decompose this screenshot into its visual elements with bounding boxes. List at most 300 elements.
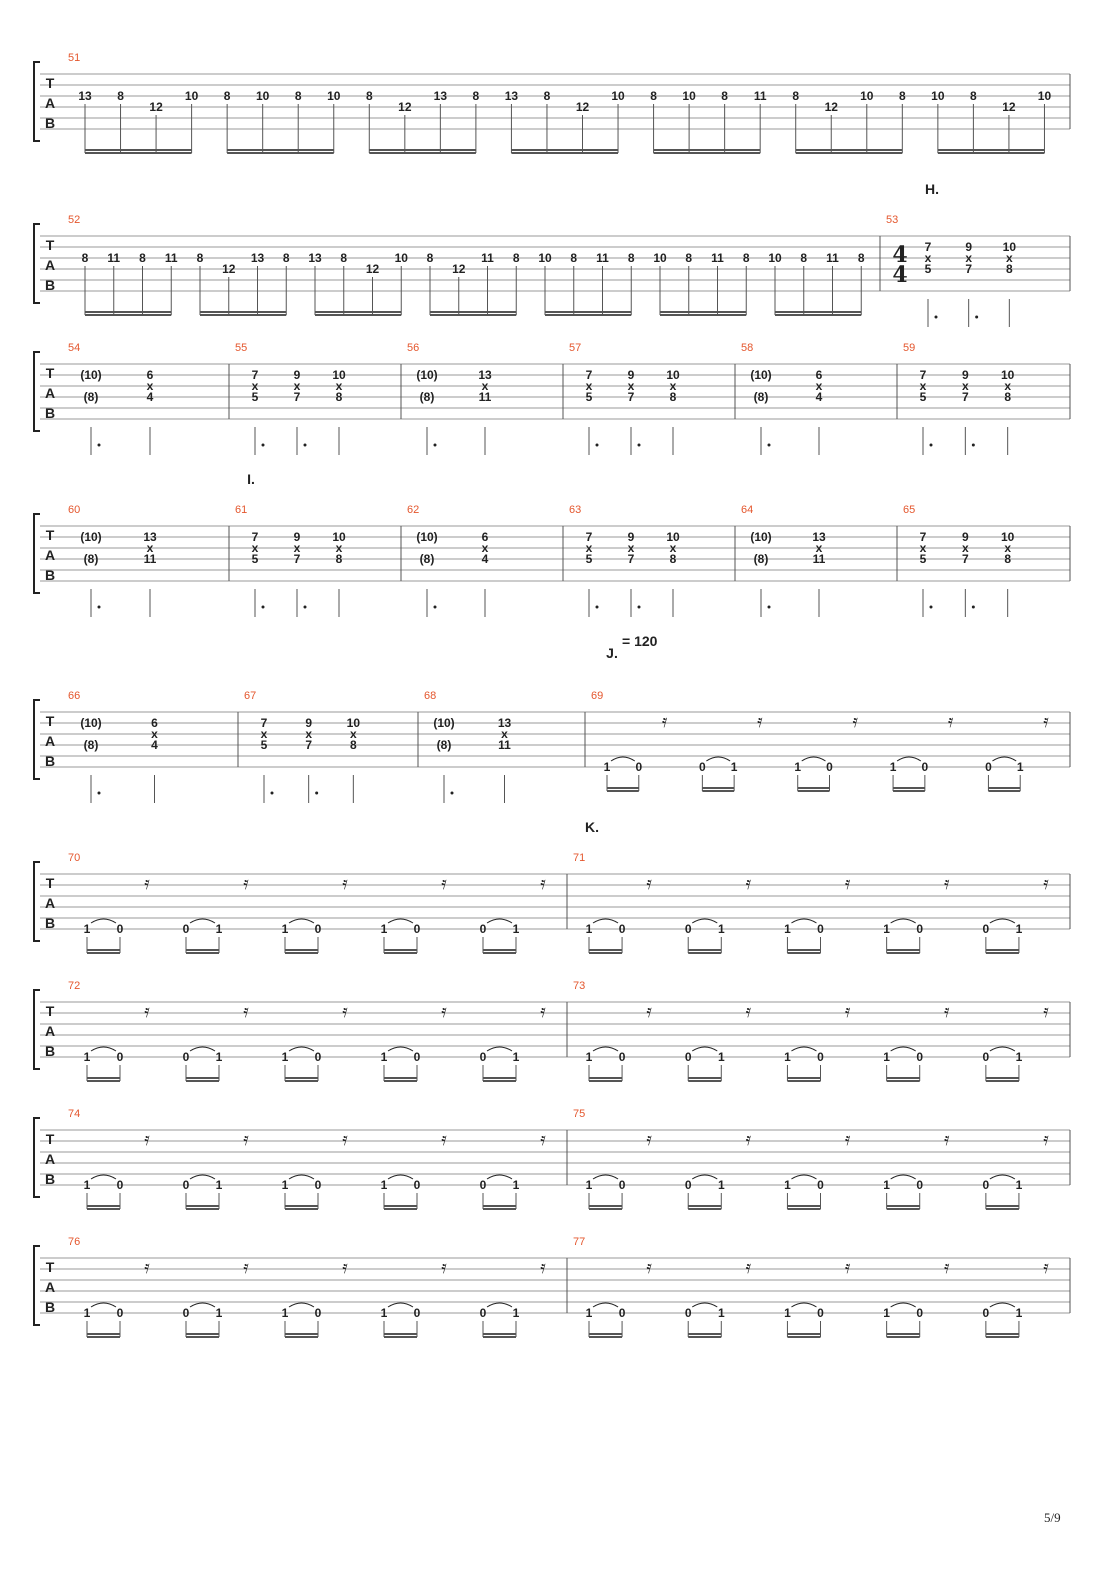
tie — [891, 1175, 916, 1179]
measure-number: 68 — [424, 690, 437, 702]
fret-number: 1 — [717, 922, 725, 936]
fret-number: (10) — [80, 530, 102, 544]
fret-number: 8 — [792, 89, 800, 103]
section-label: H. — [925, 181, 939, 197]
fret-number: 1 — [717, 1050, 725, 1064]
fret-number: 1 — [281, 1178, 289, 1192]
rest: 𝄿 — [540, 1129, 546, 1150]
rest: 𝄿 — [540, 873, 546, 894]
fret-number: 0 — [684, 922, 692, 936]
rest: 𝄿 — [646, 1129, 652, 1150]
fret-number: (8) — [419, 552, 435, 566]
tab-clef-letter: A — [44, 733, 56, 749]
tie — [91, 919, 116, 923]
fret-number: 0 — [413, 922, 421, 936]
fret-number: 4 — [815, 390, 823, 404]
fret-number: 7 — [251, 368, 259, 382]
dead-note: x — [1004, 379, 1012, 393]
fret-number: 7 — [260, 716, 268, 730]
dead-note: x — [627, 541, 635, 555]
tie — [791, 1303, 816, 1307]
fret-number: 8 — [512, 251, 520, 265]
measure-number: 64 — [741, 504, 754, 516]
fret-number: 0 — [982, 922, 990, 936]
fret-number: 0 — [116, 1178, 124, 1192]
fret-number: 1 — [281, 1306, 289, 1320]
tempo-marking: = 120 — [622, 633, 658, 649]
dead-note: x — [501, 727, 508, 741]
fret-number: 7 — [919, 368, 927, 382]
fret-number: 0 — [618, 1306, 626, 1320]
dead-note: x — [919, 541, 927, 555]
tie — [706, 757, 730, 761]
tab-system — [34, 862, 1070, 953]
fret-number: 0 — [314, 922, 322, 936]
dead-note: x — [815, 541, 823, 555]
fret-number: (8) — [419, 390, 435, 404]
dead-note: x — [965, 251, 973, 265]
fret-number: 8 — [650, 89, 657, 103]
fret-number: 12 — [575, 100, 590, 114]
rest: 𝄿 — [944, 873, 950, 894]
rest: 𝄿 — [441, 873, 447, 894]
fret-number: 0 — [982, 1050, 990, 1064]
fret-number: 0 — [817, 1178, 824, 1192]
fret-number: 8 — [742, 251, 750, 265]
fret-number: 0 — [413, 1178, 421, 1192]
fret-number: 1 — [380, 1178, 388, 1192]
fret-number: (10) — [750, 530, 772, 544]
fret-number: 7 — [293, 390, 301, 404]
fret-number: 8 — [721, 89, 728, 103]
fret-number: 0 — [314, 1306, 322, 1320]
fret-number: 1 — [883, 922, 890, 936]
fret-number: 10 — [666, 530, 680, 544]
fret-number: 7 — [627, 552, 635, 566]
fret-number: 1 — [585, 1050, 593, 1064]
fret-number: 1 — [1015, 922, 1023, 936]
fret-number: 9 — [965, 240, 973, 254]
tab-clef-letter: B — [44, 753, 56, 769]
tab-clef-letter: A — [44, 547, 56, 563]
tie — [990, 1047, 1015, 1051]
tie — [289, 919, 314, 923]
rest: 𝄿 — [844, 1257, 851, 1278]
tie — [897, 757, 921, 761]
fret-number: 7 — [924, 240, 932, 254]
fret-number: 5 — [251, 390, 259, 404]
dead-note: x — [349, 727, 357, 741]
fret-number: 8 — [627, 251, 635, 265]
measure-number: 74 — [68, 1108, 81, 1120]
fret-number: 0 — [479, 922, 487, 936]
dead-note: x — [151, 727, 158, 741]
fret-number: 10 — [327, 89, 341, 103]
fret-number: 1 — [1015, 1050, 1023, 1064]
fret-number: 1 — [784, 1306, 791, 1320]
system-bracket — [34, 990, 40, 1069]
fret-number: 1 — [1015, 1306, 1023, 1320]
fret-number: 0 — [916, 1178, 924, 1192]
fret-number: 1 — [717, 1306, 725, 1320]
rest: 𝄿 — [243, 1129, 249, 1150]
fret-number: 0 — [182, 1178, 190, 1192]
fret-number: 0 — [982, 1306, 990, 1320]
fret-number: 1 — [83, 922, 91, 936]
fret-number: 4 — [146, 390, 154, 404]
rest: 𝄿 — [844, 1001, 851, 1022]
tab-clef-letter: A — [44, 385, 56, 401]
rest: 𝄿 — [540, 1001, 546, 1022]
dot — [451, 792, 454, 795]
fret-number: 9 — [627, 368, 635, 382]
fret-number: 0 — [479, 1306, 487, 1320]
tab-system — [34, 700, 1070, 803]
fret-number: 6 — [151, 716, 158, 730]
tie — [791, 919, 816, 923]
fret-number: 10 — [1002, 240, 1017, 254]
fret-number: 11 — [711, 251, 724, 265]
fret-number: 8 — [196, 251, 204, 265]
fret-number: (8) — [436, 738, 452, 752]
fret-number: 4 — [151, 738, 158, 752]
tie — [692, 1047, 717, 1051]
fret-number: 1 — [512, 1306, 520, 1320]
fret-number: 0 — [116, 1306, 124, 1320]
fret-number: 10 — [1037, 89, 1052, 103]
fret-number: 1 — [83, 1178, 91, 1192]
tie — [791, 1047, 816, 1051]
rest: 𝄿 — [441, 1129, 447, 1150]
fret-number: 0 — [618, 1178, 626, 1192]
rest: 𝄿 — [757, 711, 763, 732]
tab-clef-letter: T — [45, 527, 55, 543]
fret-number: (8) — [83, 738, 99, 752]
tab-clef-letter: T — [45, 875, 55, 891]
dot — [271, 792, 274, 795]
fret-number: 5 — [924, 262, 932, 276]
measure-number: 70 — [68, 852, 81, 864]
fret-number: 0 — [635, 760, 643, 774]
dead-note: x — [251, 541, 259, 555]
fret-number: 1 — [1016, 760, 1024, 774]
dead-note: x — [585, 541, 593, 555]
tie — [487, 1047, 512, 1051]
tie — [791, 1175, 816, 1179]
fret-number: 5 — [585, 390, 593, 404]
fret-number: 0 — [684, 1050, 692, 1064]
fret-number: 1 — [1015, 1178, 1023, 1192]
dot — [768, 444, 771, 447]
fret-number: 12 — [365, 262, 380, 276]
fret-number: 0 — [916, 922, 924, 936]
dead-note: x — [335, 541, 343, 555]
fret-number: 1 — [585, 1306, 593, 1320]
fret-number: 12 — [149, 100, 163, 114]
time-signature-denominator: 4 — [892, 262, 908, 288]
fret-number: 13 — [433, 89, 448, 103]
tab-system — [34, 62, 1070, 153]
tab-clef-letter: B — [44, 1171, 56, 1187]
fret-number: 1 — [585, 922, 593, 936]
fret-number: 0 — [182, 1306, 190, 1320]
tab-clef-letter: T — [45, 713, 55, 729]
fret-number: 1 — [215, 922, 223, 936]
fret-number: 12 — [222, 262, 236, 276]
fret-number: 0 — [916, 1050, 924, 1064]
system-bracket — [34, 352, 40, 431]
section-label: I. — [247, 471, 255, 487]
measure-number: 77 — [573, 1236, 586, 1248]
dead-note: x — [919, 379, 927, 393]
rest: 𝄿 — [944, 1257, 950, 1278]
fret-number: 10 — [611, 89, 625, 103]
tie — [289, 1175, 314, 1179]
fret-number: 10 — [394, 251, 408, 265]
rest: 𝄿 — [144, 1001, 150, 1022]
tie — [388, 1303, 413, 1307]
fret-number: 1 — [794, 760, 802, 774]
fret-number: 1 — [883, 1306, 890, 1320]
dot — [596, 606, 599, 609]
fret-number: 0 — [684, 1178, 692, 1192]
dot — [972, 444, 975, 447]
fret-number: 5 — [260, 738, 268, 752]
fret-number: 8 — [349, 738, 357, 752]
fret-number: 10 — [346, 716, 361, 730]
dead-note: x — [335, 379, 343, 393]
tie — [692, 919, 717, 923]
fret-number: 11 — [812, 552, 826, 566]
tie — [91, 1047, 116, 1051]
fret-number: 0 — [684, 1306, 692, 1320]
fret-number: (10) — [80, 716, 102, 730]
tab-system — [34, 1246, 1070, 1337]
tie — [593, 1047, 618, 1051]
fret-number: 8 — [1004, 552, 1012, 566]
fret-number: 8 — [223, 89, 231, 103]
fret-number: 13 — [504, 89, 519, 103]
fret-number: 1 — [512, 1178, 520, 1192]
measure-number: 75 — [573, 1108, 586, 1120]
fret-number: 8 — [426, 251, 434, 265]
measure-number: 59 — [903, 342, 916, 354]
tab-clef-letter: T — [45, 237, 55, 253]
fret-number: 8 — [898, 89, 906, 103]
tab-clef-letter: A — [44, 895, 56, 911]
fret-number: 8 — [282, 251, 290, 265]
fret-number: 1 — [883, 1050, 890, 1064]
fret-number: 6 — [815, 368, 823, 382]
rest: 𝄿 — [646, 1257, 652, 1278]
fret-number: 10 — [332, 368, 346, 382]
fret-number: 8 — [335, 552, 343, 566]
measure-number: 55 — [235, 342, 248, 354]
measure-number: 73 — [573, 980, 586, 992]
fret-number: (8) — [83, 552, 99, 566]
tab-clef-letter: B — [44, 915, 56, 931]
fret-number: 5 — [585, 552, 593, 566]
fret-number: (10) — [80, 368, 102, 382]
rest: 𝄿 — [1043, 1257, 1049, 1278]
dot — [930, 444, 933, 447]
tab-clef-letter: T — [45, 1131, 55, 1147]
fret-number: 13 — [250, 251, 265, 265]
fret-number: 0 — [618, 1050, 626, 1064]
measure-number: 71 — [573, 852, 586, 864]
measure-number: 60 — [68, 504, 81, 516]
dead-note: x — [669, 541, 677, 555]
fret-number: 1 — [730, 760, 738, 774]
fret-number: 8 — [365, 89, 373, 103]
tie — [289, 1047, 314, 1051]
fret-number: 10 — [255, 89, 270, 103]
tab-clef-letter: B — [44, 1043, 56, 1059]
fret-number: 0 — [479, 1178, 487, 1192]
system-bracket — [34, 700, 40, 779]
dead-note: x — [146, 541, 154, 555]
system-bracket — [34, 862, 40, 941]
fret-number: 0 — [413, 1050, 421, 1064]
tab-system — [34, 1118, 1070, 1209]
section-label: K. — [585, 819, 599, 835]
measure-number: 76 — [68, 1236, 81, 1248]
fret-number: 8 — [1005, 262, 1013, 276]
fret-number: 0 — [314, 1178, 322, 1192]
fret-number: 10 — [768, 251, 782, 265]
fret-number: 1 — [215, 1050, 223, 1064]
fret-number: 1 — [784, 1178, 791, 1192]
fret-number: 1 — [380, 1306, 388, 1320]
measure-number: 52 — [68, 214, 81, 226]
fret-number: 11 — [753, 89, 767, 103]
fret-number: 0 — [699, 760, 706, 774]
fret-number: 1 — [281, 922, 289, 936]
fret-number: 10 — [538, 251, 552, 265]
rest: 𝄿 — [144, 1129, 150, 1150]
fret-number: 6 — [146, 368, 154, 382]
fret-number: 7 — [919, 530, 927, 544]
fret-number: 8 — [570, 251, 578, 265]
rest: 𝄿 — [745, 1257, 752, 1278]
fret-number: 1 — [83, 1050, 91, 1064]
tab-system — [34, 224, 1070, 327]
fret-number: 1 — [281, 1050, 289, 1064]
dead-note: x — [815, 379, 823, 393]
dead-note: x — [293, 541, 301, 555]
dead-note: x — [585, 379, 593, 393]
fret-number: 13 — [78, 89, 92, 103]
fret-number: 11 — [478, 390, 492, 404]
fret-number: 13 — [143, 530, 157, 544]
fret-number: 1 — [215, 1306, 223, 1320]
fret-number: 0 — [479, 1050, 487, 1064]
measure-number: 51 — [68, 52, 81, 64]
dead-note: x — [293, 379, 301, 393]
fret-number: 1 — [380, 922, 388, 936]
rest: 𝄿 — [1043, 1001, 1049, 1022]
fret-number: 11 — [143, 552, 157, 566]
tie — [990, 1303, 1015, 1307]
tie — [91, 1303, 116, 1307]
measure-number: 72 — [68, 980, 81, 992]
rest: 𝄿 — [342, 1129, 348, 1150]
rest: 𝄿 — [745, 873, 752, 894]
fret-number: 1 — [585, 1178, 593, 1192]
tab-clef-letter: A — [44, 1279, 56, 1295]
fret-number: 10 — [682, 89, 696, 103]
fret-number: 0 — [618, 922, 626, 936]
fret-number: 8 — [335, 390, 343, 404]
measure-number: 69 — [591, 690, 604, 702]
fret-number: 0 — [826, 760, 833, 774]
dead-note: x — [260, 727, 268, 741]
tab-clef-letter: A — [44, 1023, 56, 1039]
fret-number: (8) — [753, 390, 769, 404]
fret-number: 10 — [184, 89, 199, 103]
measure-number: 63 — [569, 504, 582, 516]
tie — [289, 1303, 314, 1307]
fret-number: 5 — [251, 552, 259, 566]
tie — [692, 1303, 717, 1307]
fret-number: 0 — [982, 1178, 990, 1192]
tie — [611, 757, 635, 761]
fret-number: 8 — [139, 251, 146, 265]
rest: 𝄿 — [944, 1129, 950, 1150]
fret-number: 9 — [293, 530, 301, 544]
tab-clef-letter: B — [44, 405, 56, 421]
rest: 𝄿 — [1043, 873, 1049, 894]
dead-note: x — [961, 379, 969, 393]
fret-number: (10) — [433, 716, 455, 730]
rest: 𝄿 — [441, 1257, 447, 1278]
fret-number: 10 — [1000, 368, 1015, 382]
fret-number: 0 — [116, 1050, 124, 1064]
tie — [487, 919, 512, 923]
dot — [98, 606, 101, 609]
rest: 𝄿 — [342, 873, 348, 894]
dot — [596, 444, 599, 447]
tie — [891, 919, 916, 923]
fret-number: 8 — [970, 89, 977, 103]
tie — [593, 1175, 618, 1179]
dot — [935, 316, 938, 319]
fret-number: 8 — [1004, 390, 1012, 404]
dead-note: x — [669, 379, 677, 393]
system-bracket — [34, 1118, 40, 1197]
fret-number: 7 — [965, 262, 973, 276]
rest: 𝄿 — [844, 873, 851, 894]
tie — [802, 757, 826, 761]
dead-note: x — [961, 541, 969, 555]
fret-number: 11 — [498, 738, 511, 752]
fret-number: 7 — [293, 552, 301, 566]
fret-number: 1 — [883, 1178, 890, 1192]
dot — [304, 444, 307, 447]
fret-number: 7 — [961, 390, 969, 404]
rest: 𝄿 — [243, 1257, 249, 1278]
fret-number: 1 — [83, 1306, 91, 1320]
fret-number: 0 — [817, 922, 824, 936]
tie — [891, 1303, 916, 1307]
fret-number: 13 — [497, 716, 512, 730]
measure-number: 53 — [886, 214, 899, 226]
fret-number: 0 — [921, 760, 929, 774]
rest: 𝄿 — [342, 1257, 348, 1278]
system-bracket — [34, 514, 40, 593]
rest: 𝄿 — [243, 1001, 249, 1022]
fret-number: (10) — [416, 530, 438, 544]
